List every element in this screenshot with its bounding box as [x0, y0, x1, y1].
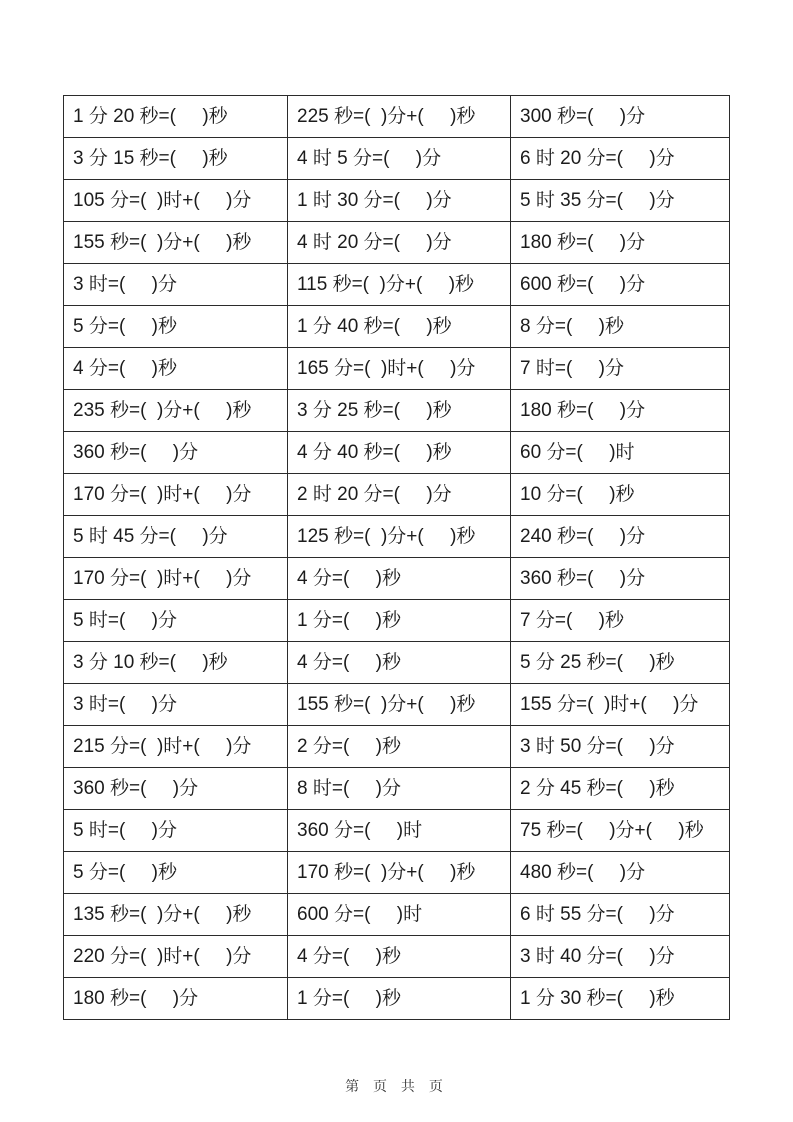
exercise-cell: 4 分=( )秒 — [288, 558, 511, 600]
exercise-cell: 1 分 40 秒=( )秒 — [288, 306, 511, 348]
table-row — [64, 642, 730, 684]
exercise-cell: 7 时=( )分 — [511, 348, 730, 390]
table-row — [64, 600, 730, 642]
table-row — [64, 978, 730, 1020]
exercise-cell: 6 时 20 分=( )分 — [511, 138, 730, 180]
exercise-cell: 4 分=( )秒 — [64, 348, 288, 390]
table-row — [64, 726, 730, 768]
exercise-cell: 3 分 10 秒=( )秒 — [64, 642, 288, 684]
exercise-cell: 5 时=( )分 — [64, 600, 288, 642]
exercise-cell: 5 时=( )分 — [64, 810, 288, 852]
table-row — [64, 348, 730, 390]
table-row — [64, 138, 730, 180]
exercise-cell: 5 分=( )秒 — [64, 306, 288, 348]
table-row — [64, 264, 730, 306]
exercise-cell: 360 秒=( )分 — [64, 432, 288, 474]
exercise-cell: 480 秒=( )分 — [511, 852, 730, 894]
exercise-cell: 1 分 30 秒=( )秒 — [511, 978, 730, 1020]
table-row — [64, 936, 730, 978]
exercise-cell: 8 分=( )秒 — [511, 306, 730, 348]
table-row — [64, 558, 730, 600]
conversion-table — [63, 95, 730, 1020]
table-row — [64, 306, 730, 348]
exercise-cell: 180 秒=( )分 — [511, 390, 730, 432]
exercise-cell: 225 秒=( )分+( )秒 — [288, 96, 511, 138]
exercise-cell: 7 分=( )秒 — [511, 600, 730, 642]
exercise-cell: 600 秒=( )分 — [511, 264, 730, 306]
exercise-cell: 155 秒=( )分+( )秒 — [64, 222, 288, 264]
exercise-cell: 3 分 15 秒=( )秒 — [64, 138, 288, 180]
exercise-cell: 4 分 40 秒=( )秒 — [288, 432, 511, 474]
exercise-cell: 240 秒=( )分 — [511, 516, 730, 558]
exercise-cell: 125 秒=( )分+( )秒 — [288, 516, 511, 558]
exercise-cell: 3 分 25 秒=( )秒 — [288, 390, 511, 432]
exercise-cell: 170 分=( )时+( )分 — [64, 558, 288, 600]
exercise-cell: 135 秒=( )分+( )秒 — [64, 894, 288, 936]
exercise-cell: 5 分=( )秒 — [64, 852, 288, 894]
exercise-cell: 360 分=( )时 — [288, 810, 511, 852]
exercise-cell: 105 分=( )时+( )分 — [64, 180, 288, 222]
exercise-cell: 180 秒=( )分 — [64, 978, 288, 1020]
exercise-cell: 60 分=( )时 — [511, 432, 730, 474]
table-body — [64, 96, 730, 1020]
exercise-cell: 10 分=( )秒 — [511, 474, 730, 516]
exercise-cell: 165 分=( )时+( )分 — [288, 348, 511, 390]
exercise-cell: 155 分=( )时+( )分 — [511, 684, 730, 726]
page-footer: 第 页 共 页 — [345, 1078, 448, 1094]
table-row — [64, 432, 730, 474]
exercise-cell: 5 分 25 秒=( )秒 — [511, 642, 730, 684]
exercise-cell: 170 分=( )时+( )分 — [64, 474, 288, 516]
exercise-cell: 4 分=( )秒 — [288, 642, 511, 684]
exercise-cell: 600 分=( )时 — [288, 894, 511, 936]
table-row — [64, 852, 730, 894]
exercise-cell: 3 时 50 分=( )分 — [511, 726, 730, 768]
exercise-cell: 115 秒=( )分+( )秒 — [288, 264, 511, 306]
exercise-cell: 180 秒=( )分 — [511, 222, 730, 264]
exercise-cell: 5 时 35 分=( )分 — [511, 180, 730, 222]
table-row — [64, 222, 730, 264]
exercise-cell: 235 秒=( )分+( )秒 — [64, 390, 288, 432]
exercise-cell: 215 分=( )时+( )分 — [64, 726, 288, 768]
exercise-cell: 3 时=( )分 — [64, 684, 288, 726]
exercise-cell: 360 秒=( )分 — [511, 558, 730, 600]
exercise-cell: 6 时 55 分=( )分 — [511, 894, 730, 936]
exercise-cell: 155 秒=( )分+( )秒 — [288, 684, 511, 726]
exercise-cell: 2 分=( )秒 — [288, 726, 511, 768]
exercise-cell: 360 秒=( )分 — [64, 768, 288, 810]
table-row — [64, 180, 730, 222]
table-row — [64, 810, 730, 852]
exercise-cell: 75 秒=( )分+( )秒 — [511, 810, 730, 852]
exercise-cell: 3 时=( )分 — [64, 264, 288, 306]
exercise-cell: 5 时 45 分=( )分 — [64, 516, 288, 558]
exercise-cell: 2 时 20 分=( )分 — [288, 474, 511, 516]
exercise-cell: 8 时=( )分 — [288, 768, 511, 810]
exercise-cell: 4 时 20 分=( )分 — [288, 222, 511, 264]
exercise-cell: 1 分=( )秒 — [288, 600, 511, 642]
exercise-cell: 3 时 40 分=( )分 — [511, 936, 730, 978]
table-row — [64, 390, 730, 432]
exercise-cell: 220 分=( )时+( )分 — [64, 936, 288, 978]
table-row — [64, 474, 730, 516]
table-row — [64, 516, 730, 558]
exercise-cell: 1 分=( )秒 — [288, 978, 511, 1020]
exercise-cell: 4 时 5 分=( )分 — [288, 138, 511, 180]
exercise-cell: 4 分=( )秒 — [288, 936, 511, 978]
table-row — [64, 684, 730, 726]
table-row — [64, 96, 730, 138]
exercise-cell: 1 分 20 秒=( )秒 — [64, 96, 288, 138]
exercise-cell: 2 分 45 秒=( )秒 — [511, 768, 730, 810]
table-row — [64, 768, 730, 810]
exercise-cell: 1 时 30 分=( )分 — [288, 180, 511, 222]
table-row — [64, 894, 730, 936]
exercise-cell: 170 秒=( )分+( )秒 — [288, 852, 511, 894]
exercise-cell: 300 秒=( )分 — [511, 96, 730, 138]
